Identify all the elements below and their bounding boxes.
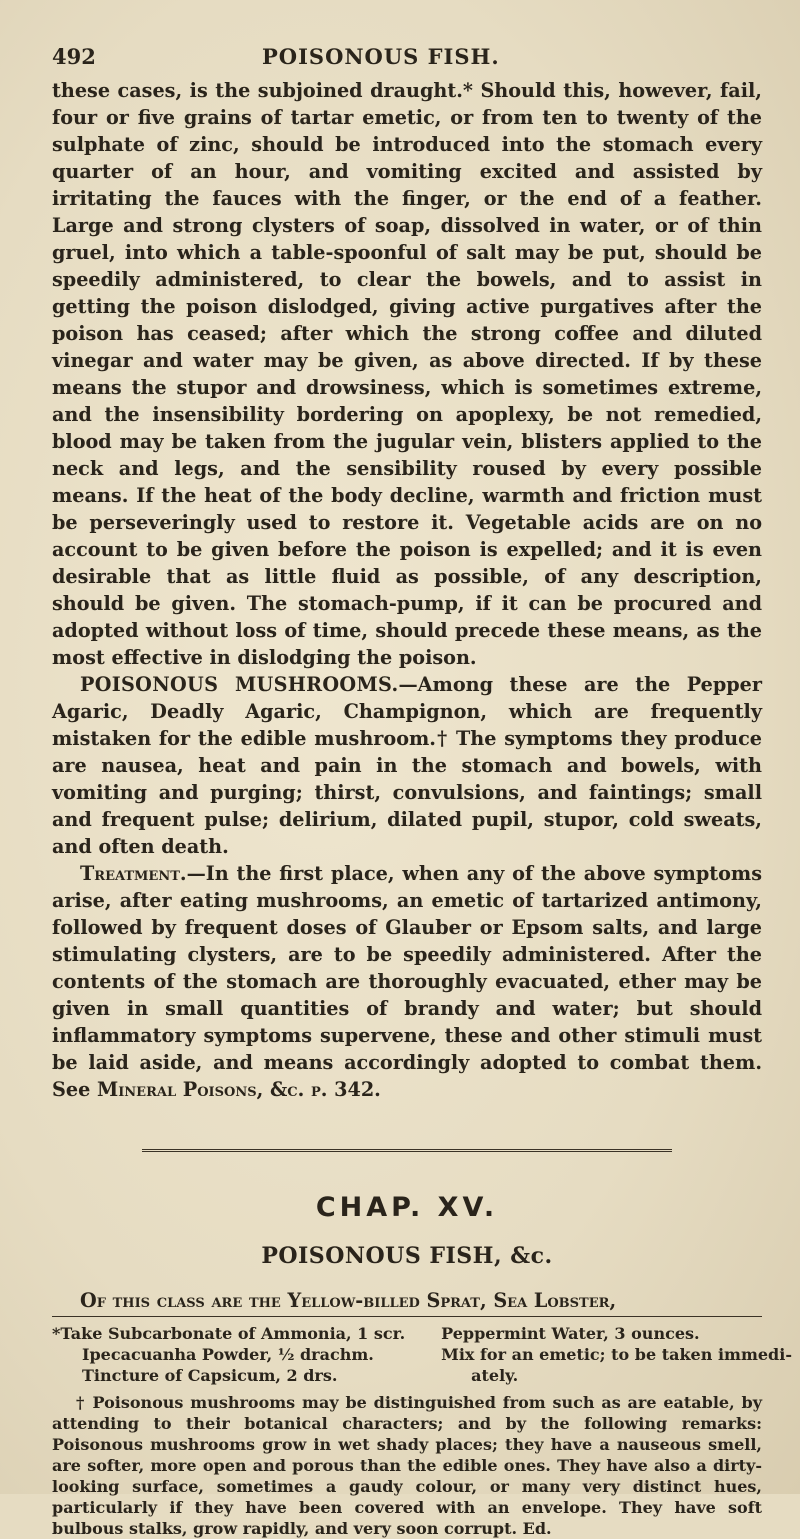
footnote-mushrooms: † Poisonous mushrooms may be distinguished from such as are eatable, by attending to their botanical characters; and by the following remarks: Poisonous mushrooms grow in wet shady places; they have a nauseous smell, are softer, more open and porous than the edible ones. They have also a dirty-looking surface, sometimes a gaudy colour, or many very distinct hues, particularly if they have been covered with an envelope. They have soft bulbous stalks, grow rapidly, and very soon corrupt. Ed. bbox=[52, 1393, 762, 1538]
prescription-line: Mix for an emetic; to be taken immedi- bbox=[441, 1345, 792, 1364]
footnotes bbox=[52, 1323, 792, 1539]
chapter-divider bbox=[142, 1149, 672, 1152]
prescription-line: Ipecacuanha Powder, ½ drachm. bbox=[82, 1345, 374, 1364]
running-head: POISONOUS FISH. bbox=[262, 44, 500, 69]
mushrooms-text: —Among these are the Pepper Agaric, Deadly Agaric, Champignon, which are frequently mistaken for the edible mushroom.† The symptoms they produce are nausea, heat and pain in the stomach and bowels, with vomiting and purging; thirst, convulsions, and faintings; small and frequent pulse; delirium, dilated pupil, stupor, cold sweats, and often death. bbox=[52, 673, 762, 858]
chapter-intro: Of this class are the Yellow-billed Sprat, Sea Lobster, bbox=[80, 1289, 617, 1312]
prescription-line: ately. bbox=[471, 1366, 519, 1385]
footnote-divider bbox=[52, 1316, 762, 1317]
subject-heading-treatment: Treatment. bbox=[80, 862, 187, 885]
subject-heading-mushrooms: POISONOUS MUSHROOMS. bbox=[80, 673, 399, 696]
prescription-line: Tincture of Capsicum, 2 drs. bbox=[82, 1366, 338, 1385]
prescription bbox=[52, 1323, 792, 1386]
chapter-number: CHAP. XV. bbox=[315, 1192, 499, 1223]
prescription-line: Peppermint Water, 3 ounces. bbox=[441, 1324, 700, 1343]
prescription-line: *Take Subcarbonate of Ammonia, 1 scr. bbox=[52, 1324, 406, 1343]
page-number: 492 bbox=[52, 44, 96, 69]
paragraph-treatment bbox=[52, 860, 762, 1103]
treatment-text: —In the first place, when any of the above symptoms arise, after eating mushrooms, an emetic of tartarized antimony, followed by frequent doses of Glauber or Epsom salts, and large stimulating clysters, are to be speedily administered. After the contents of the stomach are thoroughly evacuated, ether may be given in small quantities of brandy and water; but should inflammatory symptoms supervene, these and other stimuli must be laid aside, and means accordingly adopted to combat them. See bbox=[52, 862, 762, 1101]
paragraph-poisonous-mushrooms bbox=[52, 671, 762, 860]
cross-reference: Mineral Poisons, &c. p. 342. bbox=[96, 1078, 381, 1101]
paragraph-treatment-continued: these cases, is the subjoined draught.* Should this, however, fail, four or five grains of tartar emetic, or from ten to twenty of the sulphate of zinc, should be introduced into the stomach every quarter of an hour, and vomiting excited and assisted by irritating the fauces with the finger, or the end of a feather. Large and strong clysters of soap, dissolved in water, or of thin gruel, into which a table-spoonful of salt may be put, should be speedily administered, to clear the bowels, and to assist in getting the poison dislodged, giving active purgatives after the poison has ceased; after which the strong coffee and diluted vinegar and water may be given, as above directed. If by these means the stupor and drowsiness, which is sometimes extreme, and the insensibility bordering on apoplexy, be not remedied, blood may be taken from the jugular vein, blisters applied to the neck and legs, and the sensibility roused by every possible means. If the heat of the body decline, warmth and friction must be perseveringly used to restore it. Vegetable acids are on no account to be given before the poison is expelled; and it is even desirable that as little fluid as possible, of any description, should be given. The stomach-pump, if it can be procured and adopted without loss of time, should precede these means, as the most effective in dislodging the poison. bbox=[52, 79, 762, 669]
page-header bbox=[52, 44, 762, 69]
chapter-title: POISONOUS FISH, &c. bbox=[261, 1243, 553, 1269]
